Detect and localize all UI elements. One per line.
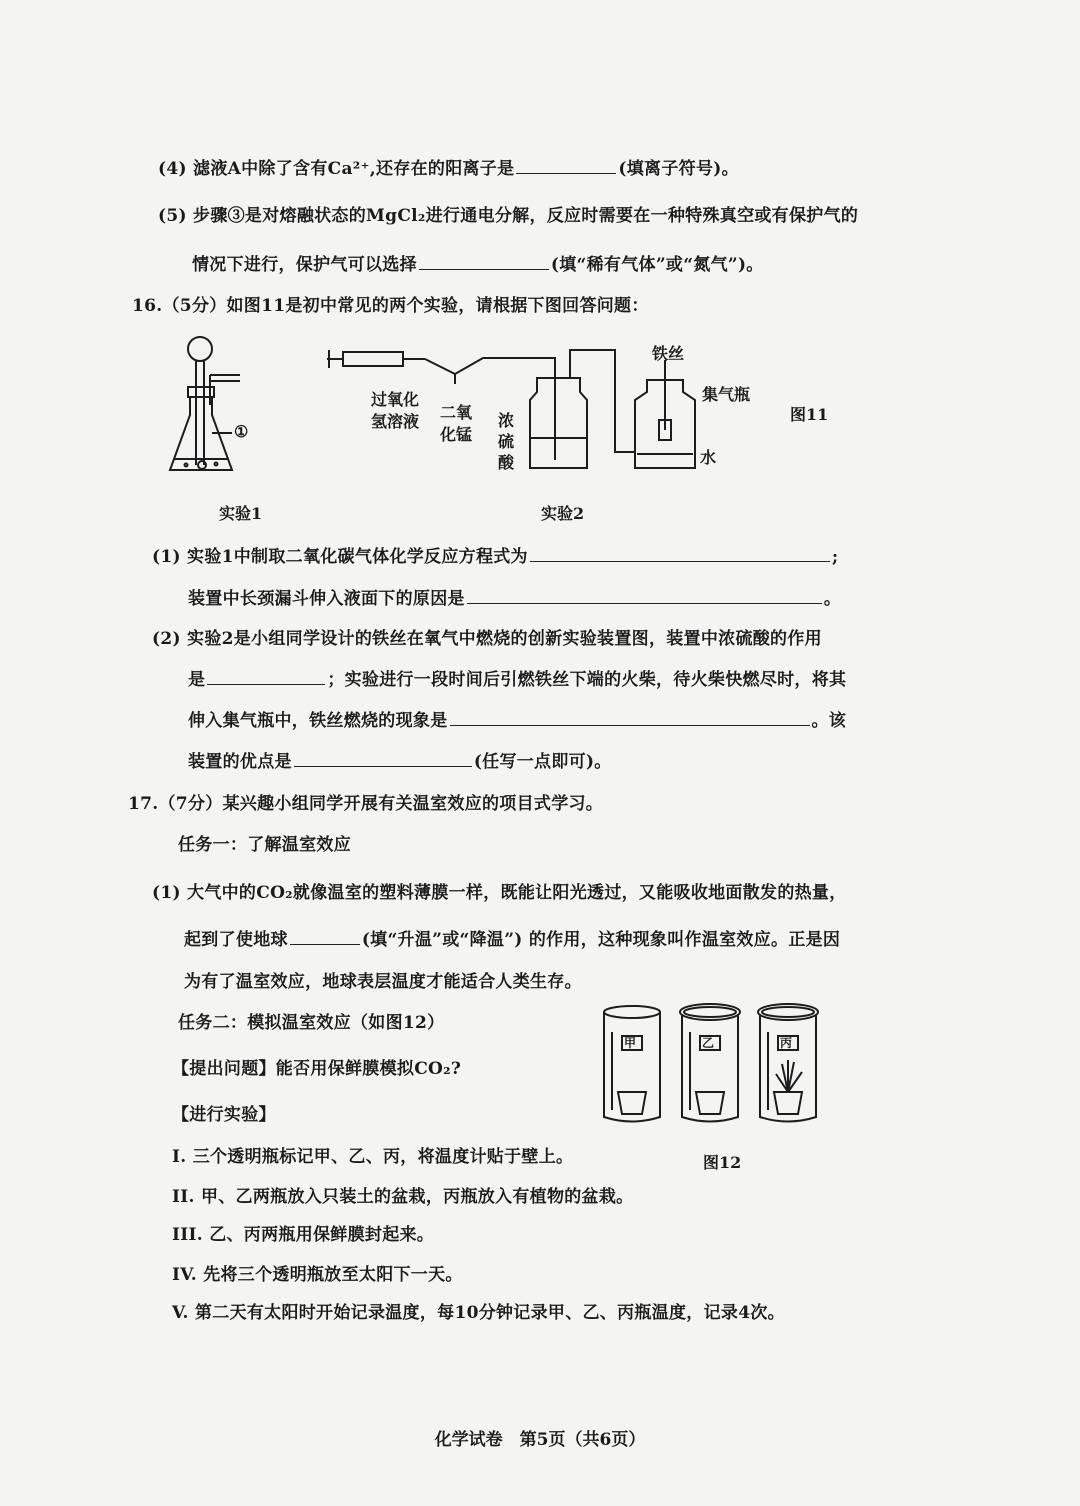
step-3: III. 乙、丙两瓶用保鲜膜封起来。 xyxy=(172,1225,435,1245)
answer-blank[interactable] xyxy=(290,928,360,945)
experiment2-caption: 实验2 xyxy=(541,504,585,523)
figure12-jars xyxy=(600,1002,830,1127)
answer-blank[interactable] xyxy=(294,750,472,767)
q16-part2-line2: 是 ；实验进行一段时间后引燃铁丝下端的火柴，待火柴快燃尽时，将其 xyxy=(188,670,847,690)
task1-heading: 任务一：了解温室效应 xyxy=(178,835,351,855)
q15-part5-line2: 情况下进行，保护气可以选择 (填“稀有气体”或“氮气”)。 xyxy=(192,255,764,275)
answer-blank[interactable] xyxy=(419,253,549,270)
step-4: IV. 先将三个透明瓶放至太阳下一天。 xyxy=(172,1265,463,1285)
step-5: V. 第二天有太阳时开始记录温度，每10分钟记录甲、乙、丙瓶温度，记录4次。 xyxy=(172,1303,785,1323)
answer-blank[interactable] xyxy=(516,157,616,174)
q15-part4: (4) 滤液A中除了含有Ca²⁺,还存在的阳离子是 (填离子符号)。 xyxy=(158,159,739,179)
q16-part1-line1: (1) 实验1中制取二氧化碳气体化学反应方程式为 ; xyxy=(152,547,839,567)
step-1: I. 三个透明瓶标记甲、乙、丙，将温度计贴于壁上。 xyxy=(172,1147,574,1167)
task2-heading: 任务二：模拟温室效应（如图12） xyxy=(178,1013,445,1033)
peroxide-label: 过氧化氢溶液 xyxy=(371,390,420,431)
q16-part1-line2: 装置中长颈漏斗伸入液面下的原因是 。 xyxy=(188,589,842,609)
q16-part2-line1: (2) 实验2是小组同学设计的铁丝在氧气中燃烧的创新实验装置图，装置中浓硫酸的作用 xyxy=(152,629,822,649)
answer-blank[interactable] xyxy=(467,587,822,604)
experiment-heading: 【进行实验】 xyxy=(172,1105,276,1125)
page-footer: 化学试卷 第5页（共6页） xyxy=(434,1430,646,1450)
q16-part2-line4: 装置的优点是 (任写一点即可)。 xyxy=(188,752,612,772)
q16-part2-line3: 伸入集气瓶中，铁丝燃烧的现象是 。该 xyxy=(188,711,847,731)
step-2: II. 甲、乙两瓶放入只装土的盆栽，丙瓶放入有植物的盆栽。 xyxy=(172,1187,634,1207)
water-label: 水 xyxy=(700,448,717,467)
jar-c-label: 丙 xyxy=(780,1036,793,1050)
answer-blank[interactable] xyxy=(450,709,810,726)
answer-blank[interactable] xyxy=(530,545,830,562)
acid-label: 浓硫酸 xyxy=(498,411,515,472)
question-prompt: 【提出问题】能否用保鲜膜模拟CO₂? xyxy=(172,1059,462,1079)
q17-header: 17.（7分）某兴趣小组同学开展有关温室效应的项目式学习。 xyxy=(128,794,604,814)
q17-part1-line2: 起到了使地球 (填“升温”或“降温”) 的作用，这种现象叫作温室效应。正是因 xyxy=(184,930,841,950)
iron-wire-label: 铁丝 xyxy=(652,344,685,363)
answer-blank[interactable] xyxy=(207,668,325,685)
figure12-label: 图12 xyxy=(703,1153,742,1172)
q17-part1-line1: (1) 大气中的CO₂就像温室的塑料薄膜一样，既能让阳光透过，又能吸收地面散发的热量， xyxy=(152,883,847,903)
gas-bottle-label: 集气瓶 xyxy=(702,385,751,404)
funnel-label: ① xyxy=(234,422,249,441)
q17-part1-line3: 为有了温室效应，地球表层温度才能适合人类生存。 xyxy=(184,972,582,992)
jar-a-label: 甲 xyxy=(624,1036,637,1050)
q15-part5-line1: (5) 步骤③是对熔融状态的MgCl₂进行通电分解，反应时需要在一种特殊真空或有保护气的 xyxy=(158,206,859,226)
q16-header: 16.（5分）如图11是初中常见的两个实验，请根据下图回答问题： xyxy=(132,296,649,316)
experiment1-apparatus xyxy=(160,335,280,485)
figure11-label: 图11 xyxy=(790,405,829,424)
jar-b-label: 乙 xyxy=(702,1036,715,1050)
mno2-label: 二氧化锰 xyxy=(440,403,473,444)
experiment1-caption: 实验1 xyxy=(219,504,263,523)
